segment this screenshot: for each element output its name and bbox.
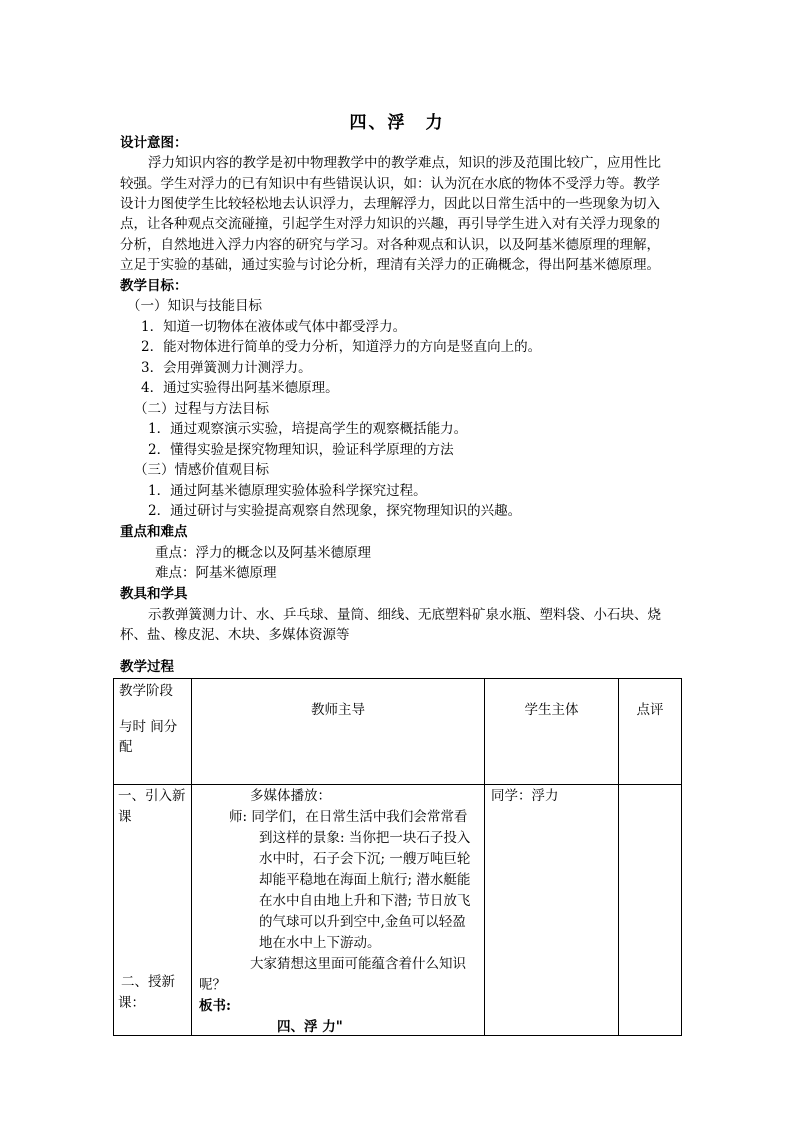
table-header-row	[114, 679, 682, 785]
stage-label: 二、授新	[121, 974, 175, 990]
tools-line: 杯、盐、橡皮泥、木块、多媒体资源等	[120, 627, 350, 643]
header-stage	[114, 679, 192, 785]
student-cell	[485, 785, 619, 1036]
teacher-line: 却能平稳地在海面上航行; 潜水艇能	[259, 872, 471, 888]
stage-cell	[114, 785, 192, 1036]
header-stage-line: 与时 间分	[119, 719, 178, 735]
teacher-line: 多媒体播放：	[250, 788, 331, 804]
design-line: 分析，自然地进入浮力内容的研究与学习。对各种观点和认识，以及阿基米德原理的理解，	[120, 237, 660, 253]
goal-item: 2．能对物体进行简单的受力分析，知道浮力的方向是竖直向上的。	[141, 339, 542, 355]
goal-group-title: （二）过程与方法目标	[134, 401, 269, 417]
header-stage-line: 教学阶段	[119, 683, 173, 699]
teacher-line: 水中时，石子会下沉; 一艘万吨巨轮	[259, 851, 471, 867]
goals-heading: 教学目标：	[120, 278, 188, 294]
goal-item: 4．通过实验得出阿基米德原理。	[141, 380, 339, 396]
header-teacher: 教师主导	[192, 679, 485, 785]
tools-heading: 教具和学具	[120, 586, 188, 602]
goal-item: 1．通过观察演示实验，培提高学生的观察概括能力。	[148, 421, 468, 437]
teacher-board-label: 板书:	[199, 998, 231, 1014]
tools-line: 示教弹簧测力计、水、乒乓球、量筒、细线、无底塑料矿泉水瓶、塑料袋、小石块、烧	[148, 607, 661, 623]
goal-item: 3．会用弹簧测力计测浮力。	[141, 360, 312, 376]
goal-group-title: （三）情感价值观目标	[134, 462, 269, 478]
student-text: 同学：浮力	[491, 788, 559, 804]
teacher-cell	[192, 785, 485, 1036]
teacher-line: 地在水中上下游动。	[259, 935, 381, 951]
header-comment: 点评	[619, 679, 682, 785]
teacher-line: 在水中自由地上升和下潜; 节日放飞	[259, 893, 471, 909]
teacher-board-title: 四、浮 力"	[277, 1019, 343, 1035]
difficulty-point: 难点：阿基米德原理	[155, 565, 277, 581]
teacher-line: 呢？	[199, 977, 226, 993]
design-line: 点，让各种观点交流碰撞，引起学生对浮力知识的兴趣，再引导学生进入对有关浮力现象的	[120, 216, 660, 232]
stage-label: 课：	[118, 995, 145, 1011]
teacher-line: 师: 同学们，在日常生活中我们会常常看	[229, 809, 468, 825]
table-row	[114, 785, 682, 1036]
goal-item: 1．通过阿基米德原理实验体验科学探究过程。	[148, 483, 427, 499]
stage-label: 课	[118, 809, 132, 825]
design-line: 设计力图使学生比较轻松地去认识浮力，去理解浮力，因此以日常生活中的一些现象为切入	[120, 196, 660, 212]
process-heading: 教学过程	[120, 659, 174, 675]
design-line: 立足于实验的基础，通过实验与讨论分析，理清有关浮力的正确概念，得出阿基米德原理。	[120, 257, 660, 273]
process-table	[113, 678, 682, 1036]
design-line: 较强。学生对浮力的已有知识中有些错误认识，如：认为沉在水底的物体不受浮力等。教学	[120, 176, 660, 192]
goal-item: 1．知道一切物体在液体或气体中都受浮力。	[141, 319, 407, 335]
goal-item: 2．懂得实验是探究物理知识，验证科学原理的方法	[148, 442, 454, 458]
stage-label: 一、引入新	[118, 788, 186, 804]
goal-item: 2．通过研讨与实验提高观察自然现象，探究物理知识的兴趣。	[148, 503, 522, 519]
header-stage-line: 配	[119, 739, 133, 755]
focus-point: 重点：浮力的概念以及阿基米德原理	[155, 545, 371, 561]
design-line: 浮力知识内容的教学是初中物理教学中的教学难点，知识的涉及范围比较广，应用性比	[148, 155, 661, 171]
design-heading: 设计意图：	[120, 135, 188, 151]
teacher-line: 大家猜想这里面可能蕴含着什么知识	[250, 956, 466, 972]
header-student: 学生主体	[485, 679, 619, 785]
keypoints-heading: 重点和难点	[120, 524, 188, 540]
teacher-line: 的气球可以升到空中,金鱼可以轻盈	[259, 914, 466, 930]
teacher-line: 到这样的景象: 当你把一块石子投入	[259, 830, 471, 846]
document-title: 四、浮 力	[349, 113, 445, 133]
comment-cell	[619, 785, 682, 1036]
goal-group-title: （一）知识与技能目标	[127, 298, 262, 314]
